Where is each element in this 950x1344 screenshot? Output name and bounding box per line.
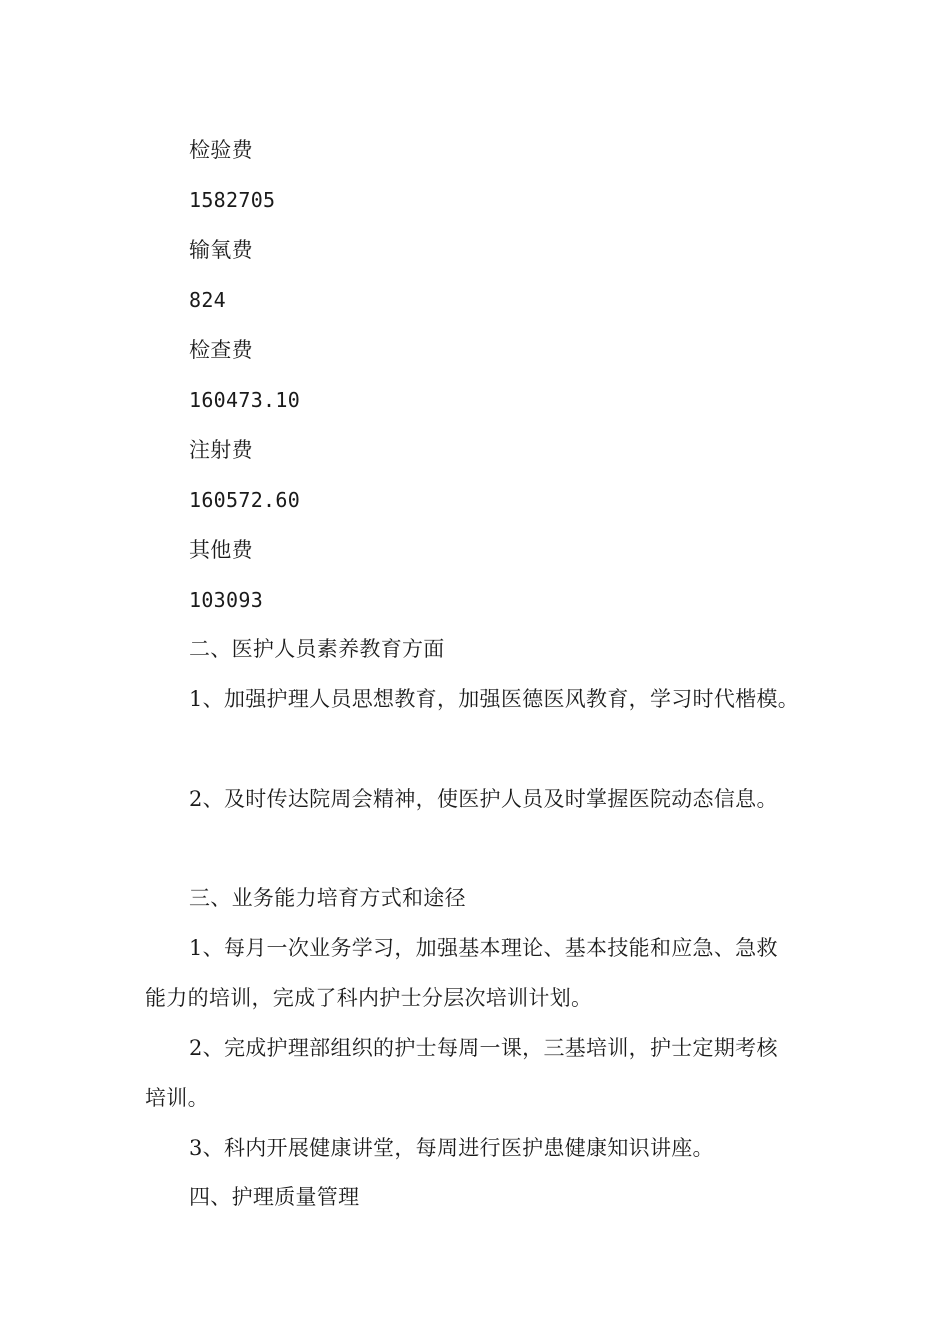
section-heading-training: 三、业务能力培育方式和途径 — [189, 886, 466, 910]
fee-label-other: 其他费 — [189, 538, 253, 562]
paragraph-training-3: 3、科内开展健康讲堂，每周进行医护患健康知识讲座。 — [189, 1136, 714, 1160]
fee-value-inspection: 1582705 — [189, 188, 276, 212]
paragraph-staff-education-1: 1、加强护理人员思想教育，加强医德医风教育，学习时代楷模。 — [189, 687, 800, 711]
fee-label-inspection: 检验费 — [189, 138, 253, 162]
paragraph-training-1-line2: 能力的培训，完成了科内护士分层次培训计划。 — [145, 986, 593, 1010]
fee-value-examination: 160473.10 — [189, 388, 301, 412]
paragraph-training-2-line1: 2、完成护理部组织的护士每周一课，三基培训，护士定期考核 — [189, 1036, 778, 1060]
paragraph-staff-education-2: 2、及时传达院周会精神，使医护人员及时掌握医院动态信息。 — [189, 787, 778, 811]
fee-label-examination: 检查费 — [189, 338, 253, 362]
fee-value-injection: 160572.60 — [189, 488, 301, 512]
paragraph-training-2-line2: 培训。 — [145, 1086, 209, 1110]
fee-label-injection: 注射费 — [189, 438, 253, 462]
section-heading-staff-education: 二、医护人员素养教育方面 — [189, 637, 445, 661]
fee-label-oxygen: 输氧费 — [189, 238, 253, 262]
fee-value-oxygen: 824 — [189, 288, 227, 312]
section-heading-quality: 四、护理质量管理 — [189, 1185, 360, 1209]
paragraph-training-1-line1: 1、每月一次业务学习，加强基本理论、基本技能和应急、急救 — [189, 936, 778, 960]
fee-value-other: 103093 — [189, 588, 264, 612]
